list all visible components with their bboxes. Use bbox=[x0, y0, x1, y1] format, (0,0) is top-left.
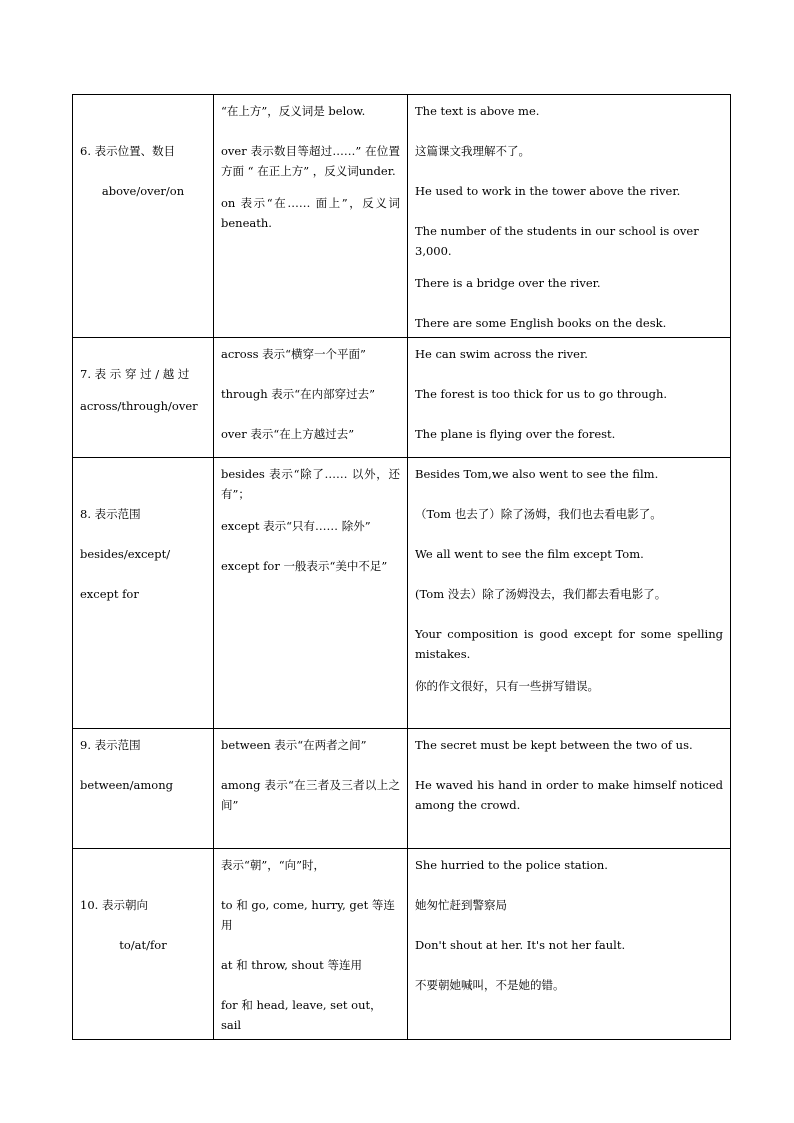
example-line: The forest is too thick for us to go through. bbox=[415, 387, 668, 401]
category-words: between/among bbox=[80, 778, 173, 792]
grammar-table bbox=[72, 94, 731, 1040]
category-title: 8. 表示范围 bbox=[80, 507, 141, 521]
usage-line: “在上方”，反义词是 below. bbox=[221, 104, 366, 118]
example-line: She hurried to the police station. bbox=[415, 858, 608, 872]
category-words: besides/except/ bbox=[80, 547, 171, 561]
table-row bbox=[73, 849, 731, 1040]
category-title: 10. 表示朝向 bbox=[80, 898, 148, 912]
example-line: 你的作文很好，只有一些拼写错误。 bbox=[415, 679, 599, 693]
example-line: He waved his hand in order to make himself noticed among the crowd. bbox=[415, 778, 723, 812]
usage-cell bbox=[214, 95, 408, 338]
table-row bbox=[73, 338, 731, 458]
category-words: across/through/over bbox=[80, 399, 198, 413]
example-line: 她匆忙赶到警察局 bbox=[415, 898, 507, 912]
table-row bbox=[73, 729, 731, 849]
usage-line: over 表示“在上方越过去” bbox=[221, 427, 355, 441]
usage-line: on 表示“在…… 面上”，反义词beneath. bbox=[221, 196, 400, 230]
usage-cell bbox=[214, 849, 408, 1040]
example-line: We all went to see the film except Tom. bbox=[415, 547, 644, 561]
usage-cell bbox=[214, 338, 408, 458]
usage-line: except 表示“只有…… 除外” bbox=[221, 519, 371, 533]
category-cell bbox=[73, 95, 214, 338]
example-line: There are some English books on the desk. bbox=[415, 316, 667, 330]
usage-line: except for 一般表示“美中不足” bbox=[221, 559, 388, 573]
category-title: 7. 表 示 穿 过 / 越 过 bbox=[80, 367, 190, 381]
usage-line: across 表示“横穿一个平面” bbox=[221, 347, 366, 361]
table-row bbox=[73, 95, 731, 338]
category-cell bbox=[73, 729, 214, 849]
example-line: There is a bridge over the river. bbox=[415, 276, 601, 290]
example-line: Don't shout at her. It's not her fault. bbox=[415, 938, 626, 952]
usage-line: among 表示“在三者及三者以上之间” bbox=[221, 778, 400, 812]
category-words: to/at/for bbox=[119, 938, 167, 952]
usage-cell bbox=[214, 729, 408, 849]
category-words: above/over/on bbox=[101, 184, 185, 198]
category-cell bbox=[73, 338, 214, 458]
example-line: 不要朝她喊叫，不是她的错。 bbox=[415, 978, 565, 992]
usage-line: over 表示数目等超过……” 在位置方面 “ 在正上方” ，反义词under. bbox=[221, 144, 400, 178]
example-line: The secret must be kept between the two of us. bbox=[415, 738, 693, 752]
usage-line: through 表示“在内部穿过去” bbox=[221, 387, 376, 401]
example-line: Your composition is good except for some spelling mistakes. bbox=[415, 627, 723, 661]
usage-line: between 表示“在两者之间” bbox=[221, 738, 367, 752]
example-cell bbox=[408, 458, 731, 729]
category-title: 9. 表示范围 bbox=[80, 738, 141, 752]
example-line: Besides Tom,we also went to see the film. bbox=[415, 467, 659, 481]
example-line: (Tom 没去）除了汤姆没去，我们都去看电影了。 bbox=[415, 587, 667, 601]
example-line: The plane is flying over the forest. bbox=[415, 427, 616, 441]
example-cell bbox=[408, 338, 731, 458]
usage-line: at 和 throw, shout 等连用 bbox=[221, 958, 362, 972]
example-line: 这篇课文我理解不了。 bbox=[415, 144, 530, 158]
usage-line: to 和 go, come, hurry, get 等连用 bbox=[221, 898, 395, 932]
usage-cell bbox=[214, 458, 408, 729]
example-line: The text is above me. bbox=[415, 104, 540, 118]
usage-line: for 和 head, leave, set out，sail bbox=[221, 998, 382, 1032]
usage-line: 表示“朝”，“向”时， bbox=[221, 858, 326, 872]
category-cell bbox=[73, 849, 214, 1040]
category-words: except for bbox=[80, 587, 139, 601]
category-title: 6. 表示位置、数目 bbox=[80, 144, 176, 158]
table-row bbox=[73, 458, 731, 729]
example-line: The number of the students in our school is over 3,000. bbox=[415, 224, 699, 258]
category-cell bbox=[73, 458, 214, 729]
example-cell bbox=[408, 729, 731, 849]
example-line: He used to work in the tower above the river. bbox=[415, 184, 681, 198]
usage-line: besides 表示“除了…… 以外，还有”； bbox=[221, 467, 400, 501]
example-cell bbox=[408, 95, 731, 338]
example-cell bbox=[408, 849, 731, 1040]
example-line: （Tom 也去了）除了汤姆，我们也去看电影了。 bbox=[415, 507, 662, 521]
example-line: He can swim across the river. bbox=[415, 347, 588, 361]
